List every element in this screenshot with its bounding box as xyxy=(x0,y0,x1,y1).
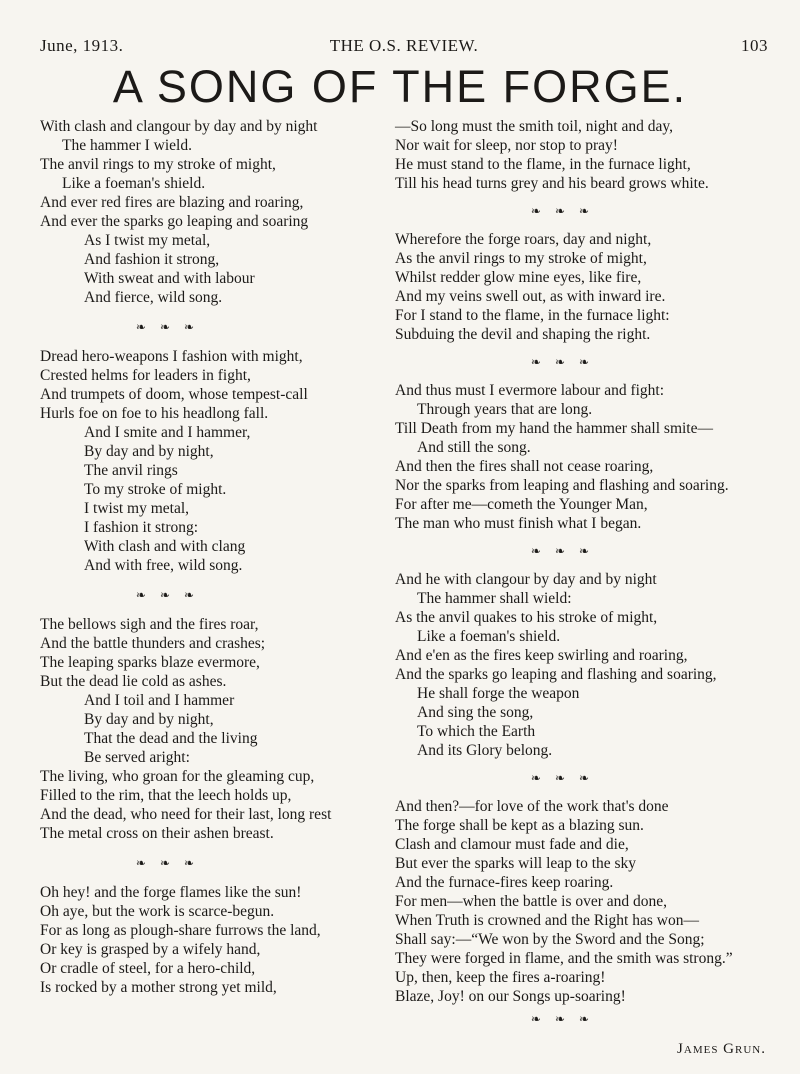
leaf-ornament-icon: ❧ xyxy=(184,855,195,870)
verse-line: To my stroke of might. xyxy=(84,481,227,498)
verse-line: Whilst redder glow mine eyes, like fire, xyxy=(395,269,642,286)
verse-line: Filled to the rim, that the leech holds up, xyxy=(40,787,292,804)
verse-line: And trumpets of doom, whose tempest-call xyxy=(40,386,308,403)
leaf-ornament-icon: ❧ xyxy=(579,355,590,369)
leaf-ornament-icon: ❧ xyxy=(184,319,195,334)
stanza xyxy=(40,883,370,997)
leaf-ornament-icon: ❧ xyxy=(135,855,146,870)
verse-line: Shall say:—“We won by the Sword and the Song; xyxy=(395,931,705,948)
verse-line: Oh hey! and the forge flames like the sun! xyxy=(40,884,302,901)
leaf-ornament-icon: ❧ xyxy=(530,204,541,218)
verse-line: Till Death from my hand the hammer shall smite— xyxy=(395,420,713,437)
header-date: June, 1913. xyxy=(40,36,124,55)
leaf-ornament-icon: ❧ xyxy=(135,319,146,334)
verse-line: Is rocked by a mother strong yet mild, xyxy=(40,979,277,996)
verse-line: With clash and with clang xyxy=(84,538,246,555)
verse-line: And its Glory belong. xyxy=(417,742,553,759)
ornament-separator xyxy=(395,344,725,381)
leaf-ornament-icon: ❧ xyxy=(530,355,541,369)
stanza xyxy=(395,381,770,533)
verse-line: Or key is grasped by a wifely hand, xyxy=(40,941,261,958)
verse-line: Oh aye, but the work is scarce-begun. xyxy=(40,903,275,920)
verse-line: When Truth is crowned and the Right has won— xyxy=(395,912,699,929)
header-journal: THE O.S. REVIEW. xyxy=(329,36,479,55)
verse-line: And then the fires shall not cease roaring, xyxy=(395,458,654,475)
verse-line: And ever the sparks go leaping and soaring xyxy=(40,213,309,230)
right-column xyxy=(395,117,770,1059)
verse-line: Be served aright: xyxy=(84,749,190,766)
verse-line: And sing the song, xyxy=(417,704,534,721)
verse-line: The forge shall be kept as a blazing sun. xyxy=(395,817,644,834)
verse-line: And the battle thunders and crashes; xyxy=(40,635,266,652)
leaf-ornament-icon: ❧ xyxy=(579,204,590,218)
leaf-ornament-icon: ❧ xyxy=(184,587,195,602)
verse-line: Like a foeman's shield. xyxy=(417,628,561,645)
verse-line: And I toil and I hammer xyxy=(84,692,235,709)
verse-line: And then?—for love of the work that's done xyxy=(395,798,669,815)
leaf-ornament-icon: ❧ xyxy=(554,1011,566,1026)
leaf-ornament-icon: ❧ xyxy=(579,771,590,785)
verse-line: But the dead lie cold as ashes. xyxy=(40,673,227,690)
verse-line: But ever the sparks will leap to the sky xyxy=(395,855,637,872)
verse-line: And still the song. xyxy=(417,439,531,456)
verse-line: The metal cross on their ashen breast. xyxy=(40,825,274,842)
verse-line: Subduing the devil and shaping the right. xyxy=(395,326,651,343)
verse-line: For as long as plough-share furrows the land, xyxy=(40,922,321,939)
verse-line: And the dead, who need for their last, long rest xyxy=(40,806,332,823)
verse-line: By day and by night, xyxy=(84,443,214,460)
leaf-ornament-icon: ❧ xyxy=(159,319,171,334)
verse-line: The hammer I wield. xyxy=(62,137,192,154)
verse-line: Through years that are long. xyxy=(417,401,593,418)
leaf-ornament-icon: ❧ xyxy=(554,771,566,785)
stanza xyxy=(40,117,370,307)
ornament-separator xyxy=(40,843,290,883)
leaf-ornament-icon: ❧ xyxy=(530,771,541,785)
leaf-ornament-icon: ❧ xyxy=(554,355,566,369)
stanza xyxy=(395,570,770,760)
verse-line: With sweat and with labour xyxy=(84,270,255,287)
verse-line: Blaze, Joy! on our Songs up-soaring! xyxy=(395,988,626,1005)
verse-line: Nor the sparks from leaping and flashing and soaring. xyxy=(395,477,729,494)
verse-line: The hammer shall wield: xyxy=(417,590,572,607)
ornament-separator xyxy=(395,760,725,797)
verse-line: And my veins swell out, as with inward ire. xyxy=(395,288,666,305)
verse-line: The bellows sigh and the fires roar, xyxy=(40,616,259,633)
verse-line: The man who must finish what I began. xyxy=(395,515,642,532)
poem-title: A SONG OF THE FORGE. xyxy=(112,61,688,112)
stanza xyxy=(40,347,370,575)
verse-line: Nor wait for sleep, nor stop to pray! xyxy=(395,137,618,154)
verse-line: The living, who groan for the gleaming cup, xyxy=(40,768,315,785)
verse-line: By day and by night, xyxy=(84,711,214,728)
ornament-separator xyxy=(395,193,725,230)
ornament-separator xyxy=(395,1006,725,1032)
verse-line: Or cradle of steel, for a hero-child, xyxy=(40,960,256,977)
ornament-separator xyxy=(40,575,290,615)
verse-line: Clash and clamour must fade and die, xyxy=(395,836,629,853)
stanza xyxy=(40,615,370,843)
verse-line: And thus must I evermore labour and fight: xyxy=(395,382,665,399)
leaf-ornament-icon: ❧ xyxy=(554,204,566,218)
verse-line: And fashion it strong, xyxy=(84,251,220,268)
leaf-ornament-icon: ❧ xyxy=(579,1011,590,1026)
leaf-ornament-icon: ❧ xyxy=(159,587,171,602)
verse-line: And I smite and I hammer, xyxy=(84,424,251,441)
verse-line: And with free, wild song. xyxy=(84,557,243,574)
leaf-ornament-icon: ❧ xyxy=(530,1011,541,1026)
verse-line: Hurls foe on foe to his headlong fall. xyxy=(40,405,269,422)
verse-line: As the anvil rings to my stroke of might, xyxy=(395,250,647,267)
stanza xyxy=(395,117,770,193)
verse-line: And ever red fires are blazing and roaring, xyxy=(40,194,304,211)
verse-line: As the anvil quakes to his stroke of might, xyxy=(395,609,658,626)
verse-line: Wherefore the forge roars, day and night, xyxy=(395,231,652,248)
left-column xyxy=(40,117,370,997)
verse-line: And he with clangour by day and by night xyxy=(395,571,657,588)
verse-line: The leaping sparks blaze evermore, xyxy=(40,654,260,671)
verse-line: And fierce, wild song. xyxy=(84,289,223,306)
page-number: 103 xyxy=(741,36,768,55)
verse-line: I fashion it strong: xyxy=(84,519,199,536)
leaf-ornament-icon: ❧ xyxy=(530,544,541,558)
ornament-separator xyxy=(40,307,290,347)
verse-line: And the furnace-fires keep roaring. xyxy=(395,874,614,891)
verse-line: And e'en as the fires keep swirling and roaring, xyxy=(395,647,688,664)
verse-line: Like a foeman's shield. xyxy=(62,175,206,192)
verse-line: To which the Earth xyxy=(417,723,536,740)
verse-line: For after me—cometh the Younger Man, xyxy=(395,496,648,513)
leaf-ornament-icon: ❧ xyxy=(579,544,590,558)
verse-line: That the dead and the living xyxy=(84,730,258,747)
verse-line: Crested helms for leaders in fight, xyxy=(40,367,251,384)
verse-line: Till his head turns grey and his beard grows white. xyxy=(395,175,709,192)
verse-line: The anvil rings to my stroke of might, xyxy=(40,156,276,173)
verse-line: As I twist my metal, xyxy=(84,232,211,249)
author-signature: James Grun. xyxy=(677,1041,766,1057)
leaf-ornament-icon: ❧ xyxy=(159,855,171,870)
verse-line: I twist my metal, xyxy=(84,500,190,517)
running-header xyxy=(40,36,768,60)
verse-line: The anvil rings xyxy=(84,462,178,479)
ornament-separator xyxy=(395,533,725,570)
verse-line: Up, then, keep the fires a-roaring! xyxy=(395,969,606,986)
verse-line: —So long must the smith toil, night and day, xyxy=(395,118,673,135)
verse-line: For I stand to the flame, in the furnace light: xyxy=(395,307,670,324)
verse-line: Dread hero-weapons I fashion with might, xyxy=(40,348,303,365)
verse-line: He shall forge the weapon xyxy=(417,685,580,702)
verse-line: He must stand to the flame, in the furnace light, xyxy=(395,156,691,173)
verse-line: With clash and clangour by day and by night xyxy=(40,118,318,135)
stanza xyxy=(395,797,770,1006)
verse-line: They were forged in flame, and the smith was strong.” xyxy=(395,950,733,967)
verse-line: For men—when the battle is over and done, xyxy=(395,893,668,910)
stanza xyxy=(395,230,770,344)
verse-line: And the sparks go leaping and flashing and soaring, xyxy=(395,666,717,683)
leaf-ornament-icon: ❧ xyxy=(554,544,566,558)
leaf-ornament-icon: ❧ xyxy=(135,587,146,602)
